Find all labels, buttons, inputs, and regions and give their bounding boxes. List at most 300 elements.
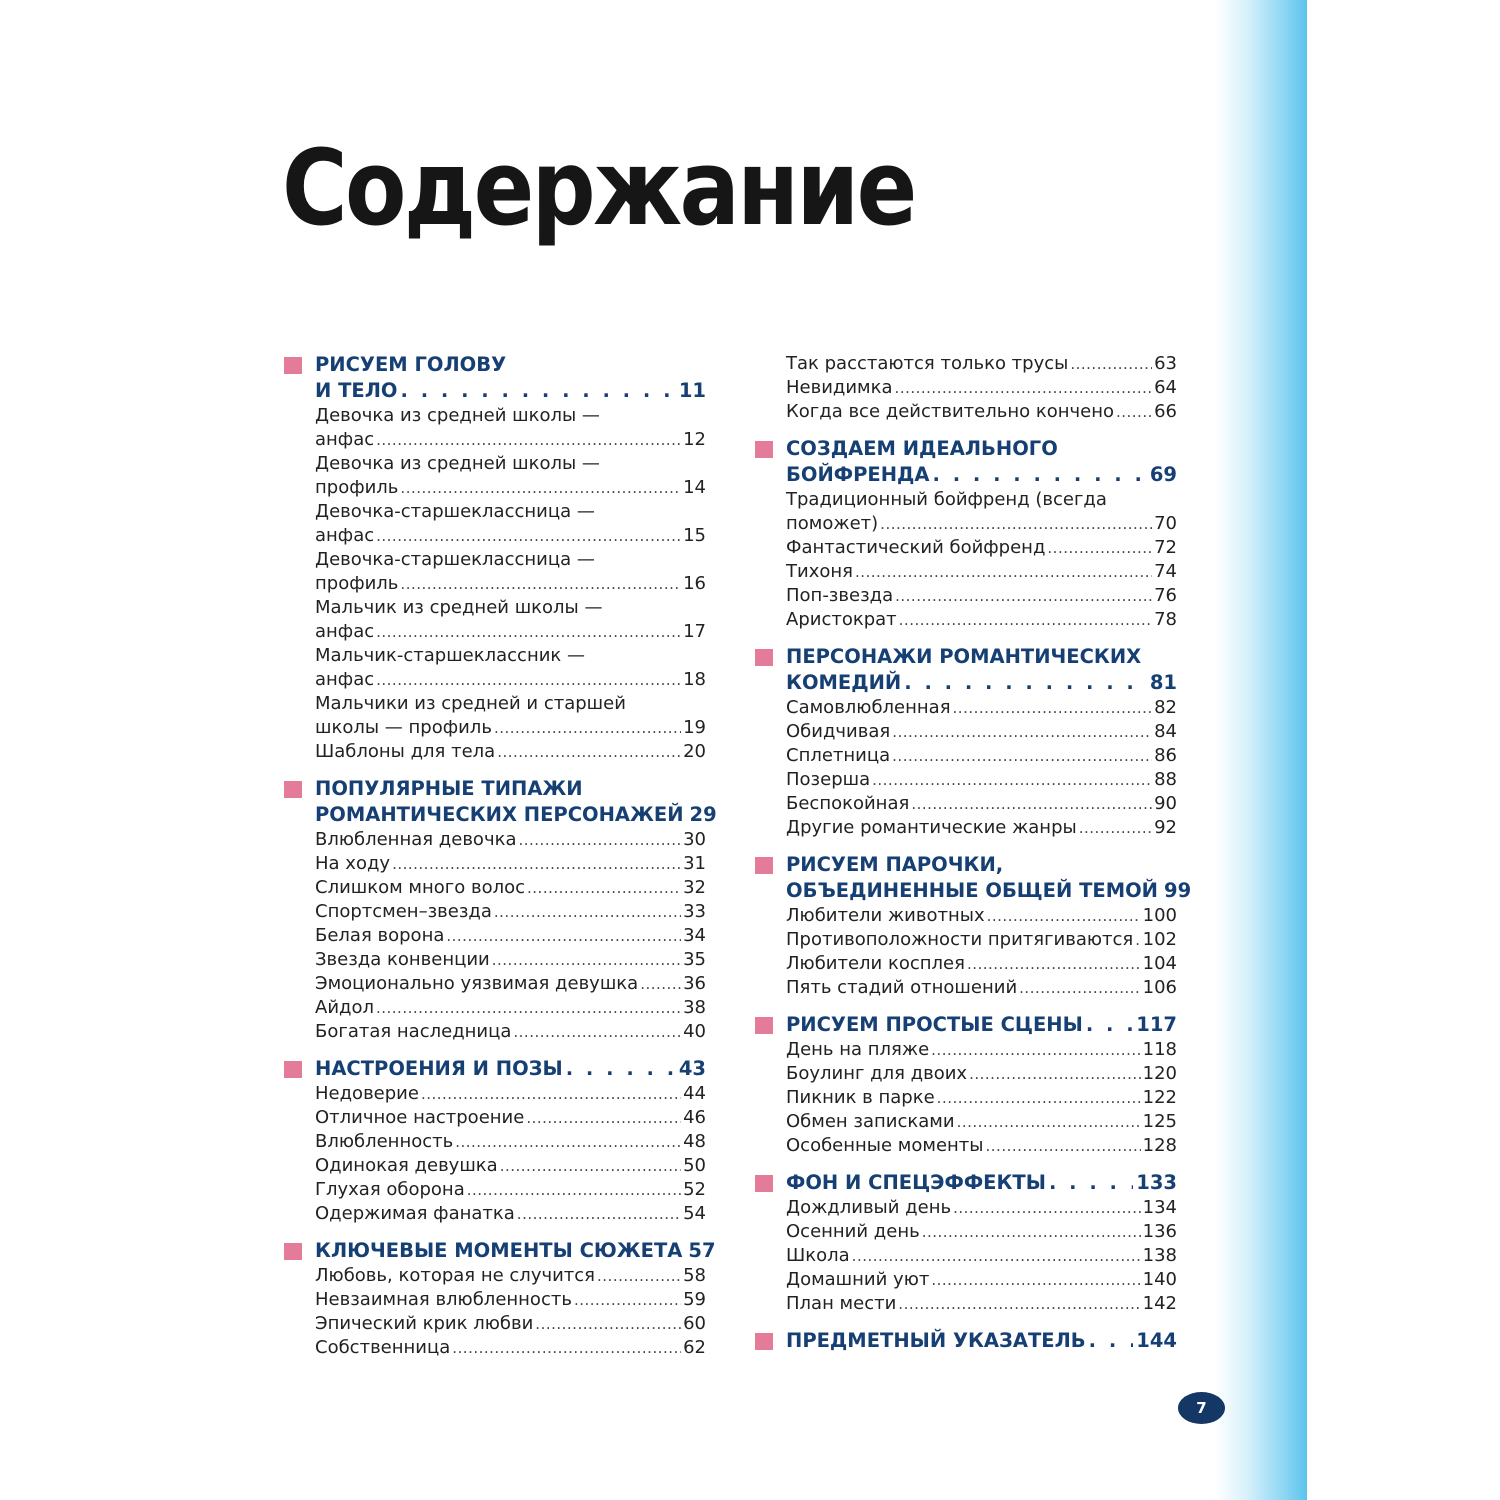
entry-text-line: Мальчик-старшеклассник — [315,645,586,666]
toc-entry[interactable] [786,376,1177,400]
entry-page-number: 60 [683,1313,706,1334]
dot-leader [953,1196,1141,1220]
entry-line [315,852,706,876]
entry-page-number: 35 [683,949,706,970]
entry-list [284,828,706,1044]
toc-entry[interactable] [786,1038,1177,1062]
dot-leader [922,1220,1141,1244]
dot-leader [494,900,681,924]
section-title-line [315,802,717,828]
dot-leader [467,1178,681,1202]
entry-line [786,928,1177,952]
entry-line [315,900,706,924]
section-title-line [786,462,1177,488]
entry-text: анфас [315,621,375,642]
section-title-line: СОЗДАЕМ ИДЕАЛЬНОГО [786,437,1058,460]
section-page-number: 43 [678,1057,706,1080]
section-heading[interactable] [755,436,1177,488]
toc-section [284,1056,706,1226]
entry-text: Школа [786,1245,850,1266]
toc-entry[interactable] [315,1288,706,1312]
dot-leader [494,716,681,740]
section-heading[interactable] [284,1238,716,1264]
dot-leader [574,1288,681,1312]
entry-page-number: 14 [683,477,706,498]
entry-text: Когда все действительно кончено [786,401,1114,422]
toc-entry[interactable] [315,548,706,596]
toc-entry[interactable] [315,924,706,948]
toc-entry[interactable] [786,952,1177,976]
entry-line [786,584,1177,608]
toc-entry[interactable] [786,400,1177,424]
entry-line [315,1178,706,1202]
entry-line [786,720,1177,744]
toc-section [755,352,1177,424]
dot-leader [640,972,681,996]
section-title-text: ПРЕДМЕТНЫЙ УКАЗАТЕЛЬ [786,1329,1086,1352]
entry-page-number: 62 [683,1337,706,1358]
dot-leader [1116,400,1152,424]
entry-line [315,996,706,1020]
toc-entry[interactable] [315,948,706,972]
dot-leader [452,1336,681,1360]
section-heading[interactable] [284,776,717,828]
toc-entry[interactable] [786,1062,1177,1086]
toc-entry[interactable] [315,972,706,996]
dot-leader [376,668,681,692]
section-title [786,1328,1177,1354]
entry-page-number: 102 [1142,929,1177,950]
entry-text: Так расстаются только трусы [786,353,1069,374]
entry-list [755,904,1177,1000]
section-heading[interactable] [755,852,1192,904]
entry-text: профиль [315,573,399,594]
entry-list [755,696,1177,840]
entry-line [786,768,1177,792]
entry-text: Влюбленность [315,1131,454,1152]
dot-leader [526,1106,681,1130]
entry-text: Любовь, которая не случится [315,1265,596,1286]
entry-line [786,1038,1177,1062]
entry-text: Беспокойная [786,793,910,814]
entry-text: Глухая оборона [315,1179,465,1200]
entry-page-number: 128 [1142,1135,1177,1156]
dot-leader [898,1292,1140,1316]
entry-line [315,740,706,764]
entry-page-number: 104 [1142,953,1177,974]
entry-text: Пять стадий отношений [786,977,1018,998]
entry-text: Айдол [315,997,374,1018]
entry-page-number: 70 [1154,513,1177,534]
entry-text: Обмен записками [786,1111,955,1132]
entry-text: профиль [315,477,399,498]
dot-leader [1089,1328,1134,1354]
dot-leader [400,572,681,596]
section-title-line: ПОПУЛЯРНЫЕ ТИПАЖИ [315,777,583,800]
entry-line [315,1202,706,1226]
entry-text: Пикник в парке [786,1087,935,1108]
entry-page-number: 20 [683,741,706,762]
entry-line [315,716,706,740]
entry-line [315,1264,706,1288]
entry-text: Одинокая девушка [315,1155,498,1176]
dot-leader [446,924,681,948]
entry-page-number: 46 [683,1107,706,1128]
toc-entry[interactable] [315,1020,706,1044]
toc-entry[interactable] [315,1154,706,1178]
section-marker [755,1333,773,1350]
entry-line [315,1130,706,1154]
entry-page-number: 82 [1154,697,1177,718]
dot-leader [987,904,1141,928]
entry-line [786,1220,1177,1244]
entry-line [315,668,706,692]
entry-text: Эпический крик любви [315,1313,534,1334]
toc-entry[interactable] [786,1244,1177,1268]
entry-page-number: 84 [1154,721,1177,742]
entry-text: Шаблоны для тела [315,741,496,762]
entry-page-number: 92 [1154,817,1177,838]
entry-text: Противоположности притягиваются [786,929,1134,950]
toc-section [284,352,706,764]
entry-text: День на пляже [786,1039,930,1060]
dot-leader [1070,352,1152,376]
entry-page-number: 30 [683,829,706,850]
entry-line [786,608,1177,632]
entry-text-line: Мальчик из средней школы — [315,597,603,618]
dot-leader [852,1244,1141,1268]
entry-page-number: 142 [1142,1293,1177,1314]
toc-entry[interactable] [315,828,706,852]
entry-line [315,1106,706,1130]
section-marker [755,649,773,666]
entry-line [786,1062,1177,1086]
toc-entry[interactable] [786,608,1177,632]
toc-entry[interactable] [786,1292,1177,1316]
section-page-number: 144 [1136,1329,1177,1352]
entry-page-number: 33 [683,901,706,922]
dot-leader [566,1056,676,1082]
entry-text: План мести [786,1293,897,1314]
entry-line [786,400,1177,424]
toc-entry[interactable] [786,352,1177,376]
entry-list [755,1196,1177,1316]
entry-line [315,1154,706,1178]
entry-line [315,1020,706,1044]
section-heading[interactable] [755,1170,1177,1196]
toc-entry[interactable] [786,720,1177,744]
section-page-number: 29 [689,803,717,826]
dot-leader [400,476,681,500]
entry-line [786,536,1177,560]
toc-entry[interactable] [786,1196,1177,1220]
toc-entry[interactable] [786,792,1177,816]
entry-page-number: 88 [1154,769,1177,790]
section-page-number: 117 [1136,1013,1177,1036]
dot-leader [1019,976,1140,1000]
toc-entry[interactable] [315,996,706,1020]
toc-entry[interactable] [315,1202,706,1226]
dot-leader [933,462,1147,488]
entry-page-number: 16 [683,573,706,594]
section-heading[interactable] [755,1328,1177,1354]
entry-text: Поп-звезда [786,585,894,606]
toc-entry[interactable] [786,1220,1177,1244]
dot-leader [392,852,681,876]
dot-leader [895,376,1153,400]
entry-text: Богатая наследница [315,1021,512,1042]
entry-page-number: 50 [683,1155,706,1176]
section-title-line: ПЕРСОНАЖИ РОМАНТИЧЕСКИХ [786,645,1142,668]
dot-leader [376,524,681,548]
entry-text-line: Девочка из средней школы — [315,453,600,474]
entry-text: Любители косплея [786,953,965,974]
dot-leader [1135,928,1140,952]
entry-text: Другие романтические жанры [786,817,1077,838]
section-title-text: БОЙФРЕНДА [786,463,930,486]
toc-entry[interactable] [786,816,1177,840]
toc-entry[interactable] [315,1178,706,1202]
toc-entry[interactable] [315,500,706,548]
entry-line [786,1292,1177,1316]
entry-page-number: 31 [683,853,706,874]
toc-entry[interactable] [315,1082,706,1106]
entry-text: Осенний день [786,1221,920,1242]
dot-leader [517,1202,681,1226]
dot-leader [597,1264,681,1288]
entry-page-number: 136 [1142,1221,1177,1242]
entry-page-number: 100 [1142,905,1177,926]
entry-line [786,1134,1177,1158]
dot-leader [937,1086,1141,1110]
entry-line [315,620,706,644]
entry-page-number: 122 [1142,1087,1177,1108]
entry-text: Спортсмен–звезда [315,901,492,922]
dot-leader [904,670,1147,696]
entry-text: Недоверие [315,1083,419,1104]
section-title-text: И ТЕЛО [315,379,398,402]
dot-leader [899,608,1152,632]
entry-line [786,1086,1177,1110]
entry-page-number: 106 [1142,977,1177,998]
dot-leader [911,792,1152,816]
entry-line [315,876,706,900]
toc-entry[interactable] [315,1312,706,1336]
entry-list [284,404,706,764]
toc-entry[interactable] [786,488,1177,536]
section-marker [755,857,773,874]
entry-text-line: Девочка-старшеклассница — [315,549,595,570]
entry-page-number: 66 [1154,401,1177,422]
dot-leader [880,512,1152,536]
dot-leader [957,1110,1141,1134]
toc-entry[interactable] [786,560,1177,584]
toc-section [755,852,1192,1000]
dot-leader [535,1312,681,1336]
section-title-line: РИСУЕМ ПАРОЧКИ, [786,853,1004,876]
toc-entry[interactable] [786,584,1177,608]
toc-section [755,1170,1177,1316]
entry-line [315,948,706,972]
entry-page-number: 59 [683,1289,706,1310]
dot-leader [872,768,1152,792]
toc-entry[interactable] [315,452,706,500]
section-heading[interactable] [284,1056,706,1082]
entry-text: поможет) [786,513,879,534]
toc-entry[interactable] [315,1336,706,1360]
entry-text: школы — профиль [315,717,492,738]
dot-leader [1086,1012,1133,1038]
toc-column-right [755,352,1192,1366]
dot-leader [492,948,681,972]
entry-text: Сплетница [786,745,891,766]
dot-leader [931,1268,1140,1292]
section-title-line: РИСУЕМ ГОЛОВУ [315,353,507,376]
toc-entry[interactable] [315,404,706,452]
entry-text: Невзаимная влюбленность [315,1289,572,1310]
entry-text: Позерша [786,769,871,790]
entry-text: анфас [315,525,375,546]
section-marker [755,1175,773,1192]
toc-section [755,436,1177,632]
toc-section [284,776,717,1044]
section-page-number: 11 [678,379,706,402]
toc-entry[interactable] [786,1268,1177,1292]
section-title-line [786,1170,1177,1196]
entry-page-number: 15 [683,525,706,546]
section-title [315,1238,716,1264]
section-marker [284,357,302,374]
entry-line [786,744,1177,768]
dot-leader [892,720,1152,744]
dot-leader [513,1020,681,1044]
entry-page-number: 86 [1154,745,1177,766]
entry-line [315,1336,706,1360]
entry-page-number: 32 [683,877,706,898]
section-marker [755,1017,773,1034]
entry-page-number: 19 [683,717,706,738]
entry-line [786,352,1177,376]
entry-list [755,1038,1177,1158]
toc-entry[interactable] [786,1086,1177,1110]
entry-line [786,1196,1177,1220]
entry-text: На ходу [315,853,391,874]
entry-text-line: Девочка-старшеклассница — [315,501,595,522]
entry-page-number: 38 [683,997,706,1018]
toc-entry[interactable] [786,1134,1177,1158]
entry-page-number: 78 [1154,609,1177,630]
entry-line [315,476,706,500]
section-title [786,644,1177,696]
entry-text: Дождливый день [786,1197,952,1218]
entry-text: Обидчивая [786,721,891,742]
section-heading[interactable] [755,644,1177,696]
toc-entry[interactable] [786,904,1177,928]
entry-text: Одержимая фанатка [315,1203,515,1224]
entry-text: Эмоционально уязвимая девушка [315,973,639,994]
section-title-line [315,1056,706,1082]
entry-line [786,376,1177,400]
entry-text-line: Девочка из средней школы — [315,405,600,426]
entry-text: Звезда конвенции [315,949,490,970]
toc-entry[interactable] [315,740,706,764]
dot-leader [421,1082,681,1106]
toc-section [755,1328,1177,1354]
entry-text: Боулинг для двоих [786,1063,968,1084]
section-title-text: КЛЮЧЕВЫЕ МОМЕНТЫ СЮЖЕТА [315,1239,683,1262]
entry-text-line: Традиционный бойфренд (всегда [786,489,1107,510]
section-title [786,436,1177,488]
dot-leader [931,1038,1140,1062]
dot-leader [518,828,681,852]
dot-leader [376,428,681,452]
toc-entry[interactable] [786,696,1177,720]
entry-page-number: 40 [683,1021,706,1042]
section-title-line [786,1328,1177,1354]
entry-page-number: 64 [1154,377,1177,398]
toc-entry[interactable] [786,768,1177,792]
entry-text: Собственница [315,1337,451,1358]
dot-leader [497,740,681,764]
dot-leader [895,584,1152,608]
entry-page-number: 54 [683,1203,706,1224]
side-gradient-stripe [1215,0,1307,1500]
toc-entry[interactable] [786,744,1177,768]
entry-page-number: 52 [683,1179,706,1200]
toc-entry[interactable] [315,876,706,900]
toc-entry[interactable] [315,1106,706,1130]
entry-line [315,524,706,548]
entry-line [786,816,1177,840]
toc-entry[interactable] [786,536,1177,560]
entry-page-number: 120 [1142,1063,1177,1084]
toc-entry[interactable] [315,644,706,692]
entry-text: Влюбленная девочка [315,829,517,850]
entry-page-number: 134 [1142,1197,1177,1218]
entry-page-number: 58 [683,1265,706,1286]
entry-line [786,792,1177,816]
dot-leader [527,876,681,900]
section-title-line [786,1012,1177,1038]
entry-text-line: Мальчики из средней и старшей [315,693,626,714]
toc-entry[interactable] [315,692,706,740]
toc-entry[interactable] [786,976,1177,1000]
entry-line [786,1268,1177,1292]
toc-entry[interactable] [315,900,706,924]
section-title-text: КОМЕДИЙ [786,671,902,694]
entry-text: Невидимка [786,377,893,398]
entry-page-number: 118 [1142,1039,1177,1060]
toc-section [284,1238,716,1360]
toc-entry[interactable] [315,1130,706,1154]
toc-entry[interactable] [786,1110,1177,1134]
toc-entry[interactable] [315,596,706,644]
section-heading[interactable] [755,1012,1177,1038]
section-marker [284,781,302,798]
dot-leader [967,952,1141,976]
entry-page-number: 34 [683,925,706,946]
toc-entry[interactable] [786,928,1177,952]
dot-leader [1049,1170,1133,1196]
toc-entry[interactable] [315,1264,706,1288]
entry-text: Аристократ [786,609,897,630]
toc-entry[interactable] [315,852,706,876]
section-title [315,352,706,404]
section-title-text: ФОН И СПЕЦЭФФЕКТЫ [786,1171,1046,1194]
entry-line [786,512,1177,536]
section-heading[interactable] [284,352,706,404]
section-title-line [315,1238,716,1264]
